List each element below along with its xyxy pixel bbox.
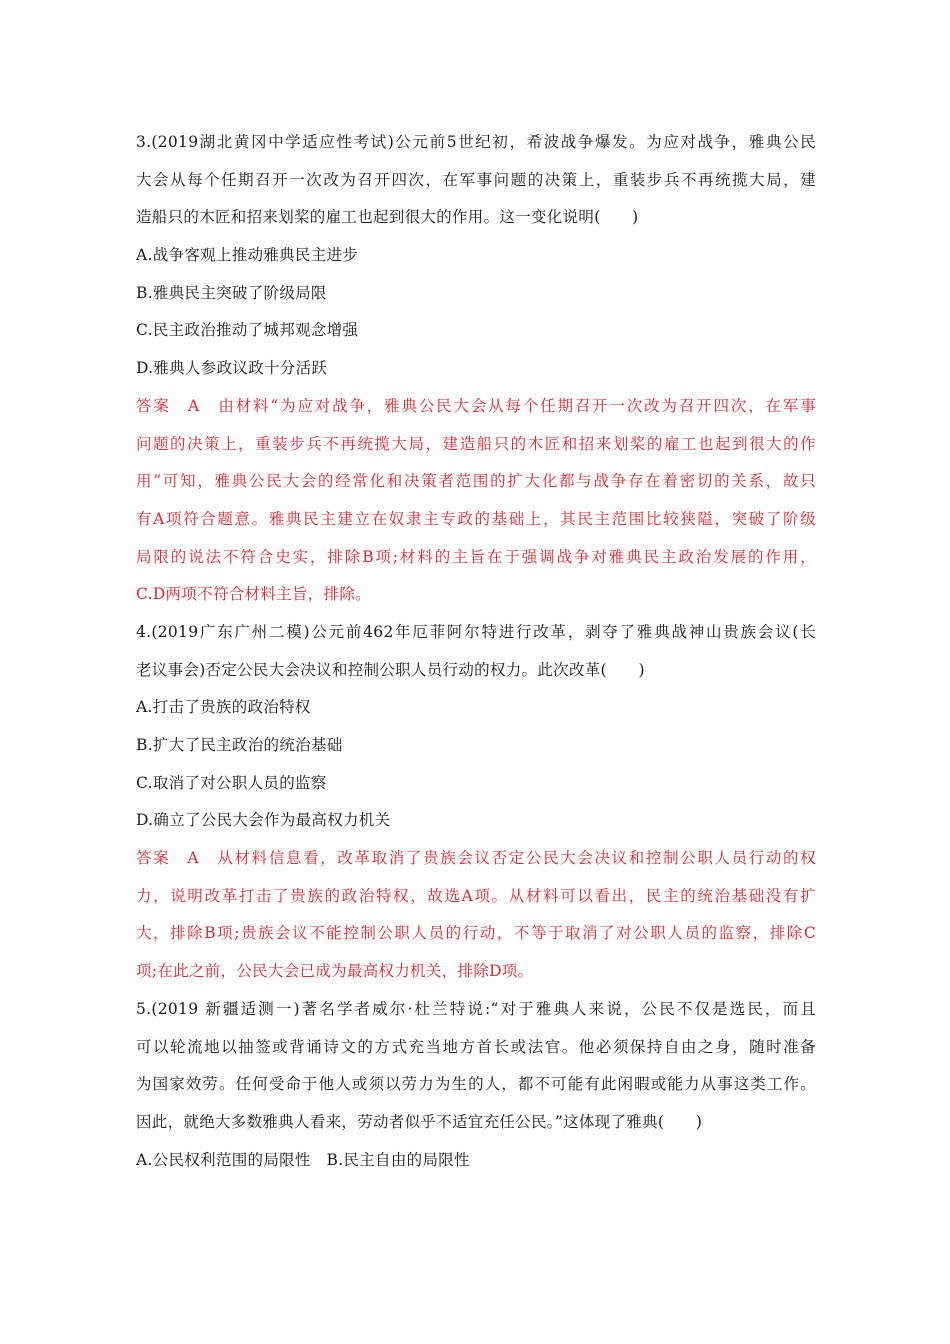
answer-line: C.D两项不符合材料主旨，排除。 — [136, 585, 371, 604]
document-page — [136, 124, 816, 1179]
answer-line: 用”可知，雅典公民大会的经常化和决策者范围的扩大化都与战争存在着密切的关系，故只 — [136, 472, 816, 491]
option-a: A.打击了贵族的政治特权 — [136, 698, 311, 717]
option-d: D.确立了公民大会作为最高权力机关 — [136, 811, 391, 830]
answer-line: 局限的说法不符合史实，排除B项;材料的主旨在于强调战争对雅典民主政治发展的作用， — [136, 547, 816, 566]
option-a: A.战争客观上推动雅典民主进步 — [136, 246, 359, 265]
question-stem-line: 老议事会)否定公民大会决议和控制公职人员行动的权力。此次改革( ) — [136, 660, 645, 679]
option-c: C.民主政治推动了城邦观念增强 — [136, 321, 359, 340]
question-stem-line: 3.(2019湖北黄冈中学适应性考试)公元前5世纪初，希波战争爆发。为应对战争，雅典公民 — [136, 133, 816, 151]
question-stem-line: 4.(2019广东广州二模)公元前462年厄菲阿尔特进行改革，剥夺了雅典战神山贵族会议(长 — [136, 622, 816, 641]
option-a-b: A.公民权利范围的局限性 B.民主自由的局限性 — [136, 1150, 470, 1169]
option-b: B.扩大了民主政治的统治基础 — [136, 736, 343, 754]
question-stem-line: 大会从每个任期召开一次改为召开四次，在军事问题的决策上，重装步兵不再统揽大局，建 — [136, 170, 816, 189]
question-5 — [136, 991, 816, 1179]
answer-line: 答案 A 由材料“为应对战争，雅典公民大会从每个任期召开一次改为召开四次，在军事 — [136, 396, 816, 415]
question-3 — [136, 124, 816, 614]
question-stem-line: 因此，就绝大多数雅典人看来，劳动者似乎不适宜充任公民。”这体现了雅典( ) — [136, 1112, 703, 1131]
answer-line: 项;在此之前，公民大会已成为最高权力机关，排除D项。 — [136, 962, 534, 981]
question-stem-line: 5.(2019 新疆适测一)著名学者威尔·杜兰特说:“对于雅典人来说，公民不仅是选民，而且 — [136, 999, 816, 1018]
option-c: C.取消了对公职人员的监察 — [136, 773, 327, 792]
answer-line: 大，排除B项;贵族会议不能控制公职人员的行动，不等于取消了对公职人员的监察，排除C — [136, 924, 816, 943]
answer-line: 答案 A 从材料信息看，改革取消了贵族会议否定公民大会决议和控制公职人员行动的权 — [136, 849, 816, 868]
question-stem-line: 造船只的木匠和招来划桨的雇工也起到很大的作用。这一变化说明( ) — [136, 208, 639, 227]
answer-line: 有A项符合题意。雅典民主建立在奴隶主专政的基础上，其民主范围比较狭隘，突破了阶级 — [136, 509, 816, 528]
question-4 — [136, 614, 816, 991]
option-d: D.雅典人参政议政十分活跃 — [136, 359, 328, 378]
answer-line: 力，说明改革打击了贵族的政治特权，故选A项。从材料可以看出，民主的统治基础没有扩 — [136, 886, 816, 905]
answer-line: 问题的决策上，重装步兵不再统揽大局，建造船只的木匠和招来划桨的雇工也起到很大的作 — [136, 434, 816, 453]
option-b: B.雅典民主突破了阶级局限 — [136, 283, 327, 302]
question-stem-line: 为国家效劳。任何受命于他人或须以劳力为生的人，都不可能有此闲暇或能力从事这类工作。 — [136, 1075, 816, 1094]
question-stem-line: 可以轮流地以抽签或背诵诗文的方式充当地方首长或法官。他必须保持自由之身，随时准备 — [136, 1037, 816, 1056]
